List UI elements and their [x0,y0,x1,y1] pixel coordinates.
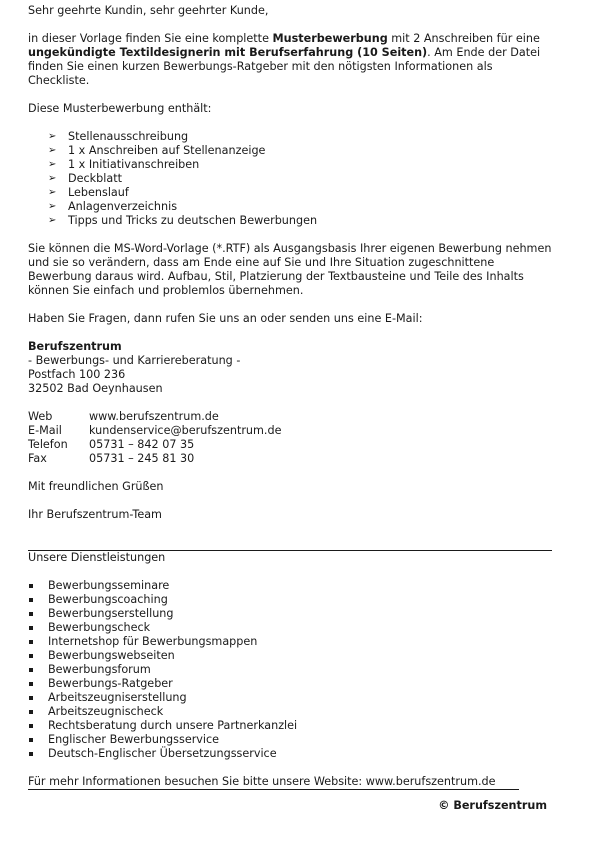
list-item [28,607,552,621]
square-bullet-icon [29,654,33,658]
intro-text-2: mit 2 Anschreiben für eine [387,32,540,45]
service-text: Bewerbungscheck [48,621,151,634]
contact-value-email: kundenservice@berufszentrum.de [89,424,282,437]
contact-label: Telefon [28,438,68,451]
square-bullet-icon [29,696,33,700]
list-item [28,144,552,158]
list-item [28,158,552,172]
intro-paragraph [28,32,552,88]
service-text: Bewerbungswebseiten [48,649,175,662]
list-item-text: Anlagenverzeichnis [68,200,178,213]
square-bullet-icon [29,612,33,616]
contact-table [28,410,552,466]
list-item [28,691,552,705]
contact-row-email [28,424,552,438]
list-item [28,719,552,733]
contact-label: Web [28,410,53,423]
contact-value-phone: 05731 – 842 07 35 [89,438,195,451]
contact-row-web [28,410,552,424]
service-text: Bewerbungs-Ratgeber [48,677,173,690]
intro-text-3: . Am Ende der Datei finden Sie einen kurzen Bewerbungs-Ratgeber mit den nötigsten Informationen als Checkliste. [28,46,541,87]
arrow-bullet-icon: ➢ [48,173,57,184]
list-item [28,200,552,214]
arrow-bullet-icon: ➢ [48,201,57,212]
square-bullet-icon [29,640,33,644]
service-text: Bewerbungsforum [48,663,151,676]
service-text: Englischer Bewerbungsservice [48,733,220,746]
service-text: Deutsch-Englischer Übersetzungsservice [48,747,277,760]
service-text: Bewerbungsseminare [48,579,170,592]
contents-heading: Diese Musterbewerbung enthält: [28,102,212,115]
document-page [28,4,552,813]
list-item [28,663,552,677]
company-name-text: Berufszentrum [28,340,122,353]
arrow-bullet-icon: ➢ [48,187,57,198]
arrow-bullet-icon: ➢ [48,159,57,170]
list-item-text: 1 x Initiativanschreiben [68,158,200,171]
contact-row-phone [28,438,552,452]
intro-bold-2: ungekündigte Textildesignerin mit Berufserfahrung (10 Seiten) [28,46,428,59]
list-item-text: Tipps und Tricks zu deutschen Bewerbungen [68,214,318,227]
list-item [28,214,552,228]
footer-info: Für mehr Informationen besuchen Sie bitte unsere Website: www.berufszentrum.de [28,775,519,790]
list-item [28,621,552,635]
usage-paragraph: Sie können die MS-Word-Vorlage (*.RTF) als Ausgangsbasis Ihrer eigenen Bewerbung nehmen und sie so verändern, dass am Ende eine auf Sie und Ihre Situation zugeschnittene Bewerbung daraus wird. Aufbau, Stil, Platzierung der Textbausteine und Teile des Inhalts können Sie einfach und problemlos übernehmen. [28,242,552,297]
square-bullet-icon [29,752,33,756]
list-item [28,186,552,200]
company-name [28,340,552,354]
square-bullet-icon [29,738,33,742]
list-item-text: Stellenausschreibung [68,130,189,143]
list-item [28,649,552,663]
list-item [28,733,552,747]
list-item [28,705,552,719]
service-text: Bewerbungscoaching [48,593,168,606]
services-heading: Unsere Dienstleistungen [28,551,166,564]
list-item [28,172,552,186]
services-list [28,579,552,761]
list-item [28,130,552,144]
list-item [28,635,552,649]
list-item [28,677,552,691]
list-item-text: Deckblatt [68,172,122,185]
intro-text-1: in dieser Vorlage finden Sie eine komplette [28,32,273,45]
company-city: 32502 Bad Oeynhausen [28,382,163,395]
closing: Mit freundlichen Grüßen [28,480,164,493]
list-item [28,747,552,761]
contact-label: E-Mail [28,424,62,437]
square-bullet-icon [29,710,33,714]
contents-list [28,130,552,228]
list-item-text: 1 x Anschreiben auf Stellenanzeige [68,144,266,157]
square-bullet-icon [29,598,33,602]
intro-bold-1: Musterbewerbung [272,32,388,45]
service-text: Arbeitszeugnischeck [48,705,164,718]
contact-value-web: www.berufszentrum.de [89,410,219,423]
service-text: Rechtsberatung durch unsere Partnerkanzlei [48,719,298,732]
arrow-bullet-icon: ➢ [48,215,57,226]
copyright: © Berufszentrum [438,799,547,812]
contact-value-fax: 05731 – 245 81 30 [89,452,195,465]
contact-label: Fax [28,452,47,465]
company-postbox: Postfach 100 236 [28,368,126,381]
list-item [28,579,552,593]
square-bullet-icon [29,584,33,588]
arrow-bullet-icon: ➢ [48,131,57,142]
square-bullet-icon [29,724,33,728]
square-bullet-icon [29,682,33,686]
square-bullet-icon [29,668,33,672]
arrow-bullet-icon: ➢ [48,145,57,156]
salutation: Sehr geehrte Kundin, sehr geehrter Kunde, [28,4,269,17]
list-item-text: Lebenslauf [68,186,129,199]
divider [28,536,552,551]
square-bullet-icon [29,626,33,630]
service-text: Bewerbungserstellung [48,607,174,620]
service-text: Internetshop für Bewerbungsmappen [48,635,258,648]
service-text: Arbeitszeugniserstellung [48,691,187,704]
contact-row-fax [28,452,552,466]
questions-paragraph: Haben Sie Fragen, dann rufen Sie uns an oder senden uns eine E-Mail: [28,312,423,325]
list-item [28,593,552,607]
company-tagline: - Bewerbungs- und Karriereberatung - [28,354,241,367]
signature: Ihr Berufszentrum-Team [28,508,162,521]
